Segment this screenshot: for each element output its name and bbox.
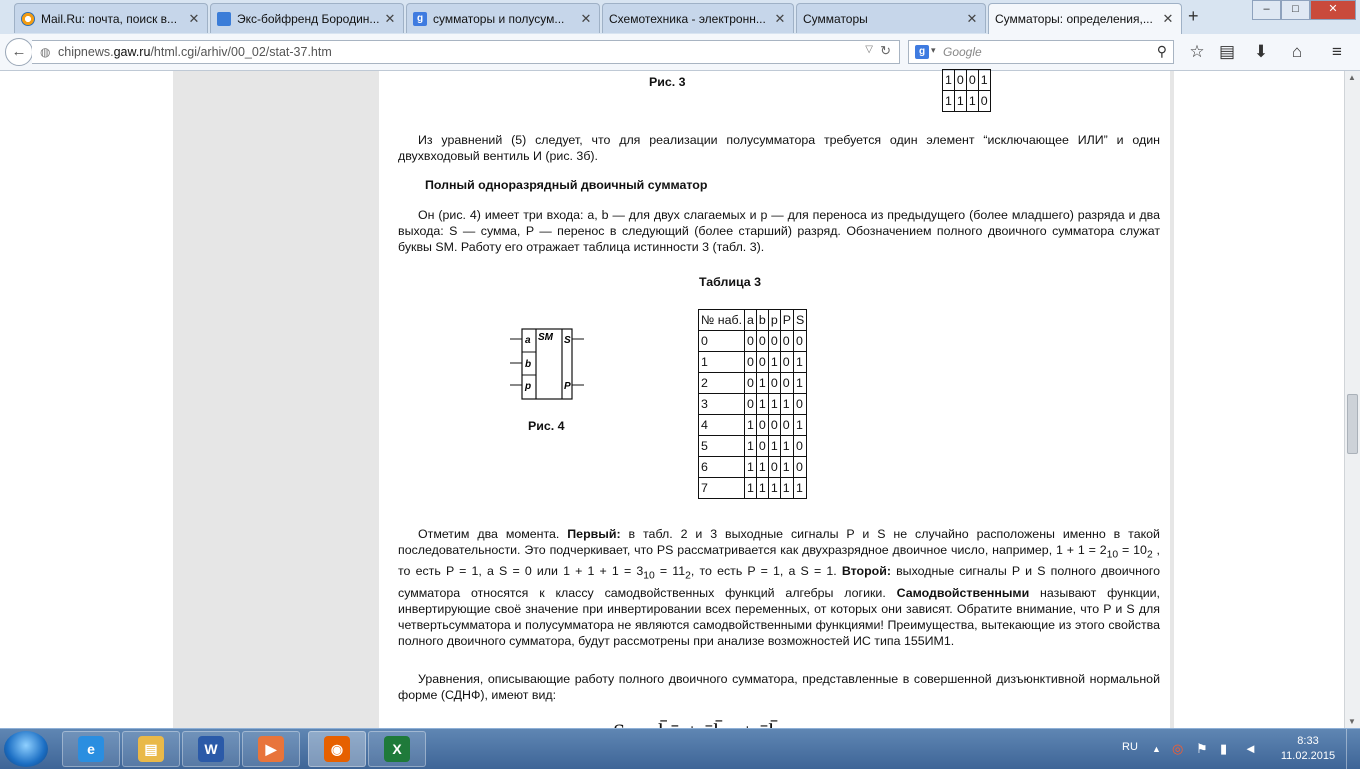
tab-label: сумматоры и полусум...	[433, 11, 565, 26]
table-row	[943, 91, 991, 112]
table3-caption: Таблица 3	[699, 275, 761, 289]
paragraph-full-adder: Он (рис. 4) имеет три входа: a, b — для двух слагаемых и p — для переноса из предыдущего (более младшего) разряда и два выхода: S — сумма, P — перенос в следующий (более старший) разряд. Обозначением полного двоичного сумматора служат буквы SM. Работу его отражает таблица истинности 3 (табл. 3).	[398, 208, 1160, 254]
table-row	[699, 436, 807, 457]
table-header-cell: № наб.	[699, 310, 745, 331]
table-cell: 1	[794, 415, 807, 436]
table-header-cell: p	[768, 310, 780, 331]
tab-label: Схемотехника - электронн...	[609, 11, 766, 26]
page-viewport	[0, 71, 1344, 728]
fig4-input-a: a	[525, 335, 531, 346]
section-heading: Полный одноразрядный двоичный сумматор	[425, 178, 708, 192]
table-cell: 1	[954, 91, 966, 112]
table-cell: 0	[954, 70, 966, 91]
table-cell: 1	[756, 394, 768, 415]
table-cell: 1	[780, 436, 793, 457]
internet-explorer-icon: e	[78, 736, 104, 762]
tab-label: Сумматоры: определения,...	[995, 12, 1153, 26]
table-cell: 0	[780, 373, 793, 394]
fig4-input-b: b	[525, 359, 532, 370]
reload-icon[interactable]: ↻	[880, 43, 891, 58]
tab-label: Сумматоры	[803, 11, 868, 26]
table-header-cell: a	[745, 310, 757, 331]
table-cell: 0	[756, 436, 768, 457]
close-icon[interactable]: ✕	[966, 10, 978, 26]
table-cell: 0	[745, 331, 757, 352]
table-cell: 2	[699, 373, 745, 394]
table-cell: 1	[768, 478, 780, 499]
person-icon	[217, 12, 231, 26]
table-cell: 0	[768, 415, 780, 436]
scroll-down-icon[interactable]: ▼	[1348, 717, 1356, 726]
table-cell: 3	[699, 394, 745, 415]
table-header-row	[699, 310, 807, 331]
fig4-output-s: S	[564, 335, 571, 346]
url-text: chipnews.gaw.ru/html.cgi/arhiv/00_02/stat-37.htm	[58, 45, 332, 59]
minimize-button[interactable]: –	[1252, 0, 1281, 20]
table-cell: 1	[768, 352, 780, 373]
table-cell: 0	[780, 331, 793, 352]
table-cell: 0	[756, 352, 768, 373]
table-cell: 1	[768, 436, 780, 457]
table-cell: 0	[768, 373, 780, 394]
file-explorer-icon: ▤	[138, 736, 164, 762]
clock[interactable]	[1278, 734, 1338, 764]
table-cell: 0	[794, 457, 807, 478]
left-gutter	[173, 71, 379, 728]
language-indicator[interactable]: RU	[1122, 741, 1138, 753]
table-cell: 0	[794, 394, 807, 415]
table-row	[699, 331, 807, 352]
fig4-title: SM	[538, 332, 553, 343]
table-cell: 4	[699, 415, 745, 436]
antivirus-icon[interactable]: ◎	[1172, 741, 1184, 756]
home-icon[interactable]: ⌂	[1291, 42, 1303, 61]
table-cell: 0	[745, 373, 757, 394]
tab-schemotechnika[interactable]	[602, 3, 794, 33]
close-icon[interactable]: ✕	[1162, 11, 1174, 26]
paragraph-half-adder: Из уравнений (5) следует, что для реализации полусумматора требуется один элемент “исключающее ИЛИ” и один двухвходовый вентиль И (рис. 3б).	[398, 133, 1160, 163]
download-icon[interactable]: ⬇	[1253, 42, 1269, 61]
google-icon[interactable]: g	[915, 45, 929, 59]
scroll-thumb[interactable]	[1347, 394, 1358, 454]
table-row	[699, 352, 807, 373]
truth-table-body	[699, 331, 807, 499]
table-cell: 1	[978, 70, 990, 91]
taskbar-firefox[interactable]	[308, 731, 366, 767]
taskbar	[0, 728, 1360, 769]
table-cell: 1	[768, 394, 780, 415]
table-cell: 6	[699, 457, 745, 478]
taskbar-file-explorer[interactable]	[122, 731, 180, 767]
table-row	[943, 70, 991, 91]
tab-google-search[interactable]	[406, 3, 600, 33]
close-window-button[interactable]: ✕	[1310, 0, 1356, 20]
table-cell: 1	[794, 373, 807, 394]
tab-summatory[interactable]	[796, 3, 986, 33]
table-header-cell: b	[756, 310, 768, 331]
table-header-cell: S	[794, 310, 807, 331]
table-cell: 1	[756, 373, 768, 394]
table-cell: 1	[943, 70, 955, 91]
fig3-caption: Рис. 3	[649, 75, 686, 89]
vertical-scrollbar[interactable]	[1344, 71, 1360, 728]
close-icon[interactable]: ✕	[580, 10, 592, 26]
word-icon: W	[198, 736, 224, 762]
close-icon[interactable]: ✕	[188, 10, 200, 26]
table-cell: 1	[780, 478, 793, 499]
tab-label: Экс-бойфренд Бородин...	[237, 11, 380, 26]
table-header-cell: P	[780, 310, 793, 331]
network-icon[interactable]: ▮	[1220, 741, 1228, 756]
table-cell: 0	[794, 331, 807, 352]
window-controls	[1252, 0, 1356, 20]
table-cell: 0	[745, 352, 757, 373]
table-row	[699, 457, 807, 478]
table-row	[699, 415, 807, 436]
bookmarks-list-icon[interactable]: ▤	[1218, 42, 1236, 61]
show-desktop-button[interactable]	[1346, 729, 1361, 769]
table-cell: 1	[745, 415, 757, 436]
table-cell: 1	[943, 91, 955, 112]
table-cell: 1	[780, 394, 793, 415]
taskbar-excel[interactable]	[368, 731, 426, 767]
tray-expand-icon[interactable]: ▲	[1152, 744, 1161, 754]
paragraph-two-points: Отметим два момента. Первый: в табл. 2 и 3 выходные сигналы P и S не случайно расположены именно в такой последовательности. Это подчеркивает, что PS рассматривается как двухразрядное двоичное число, например, $1 + 1 = 2_{10} = 10_2$ , то есть P = 1, a S = 0 или $1 + 1 + 1 = 3_{10} = 11_2$, то есть P = 1, a S = 1. Второй: выходные сигналы P и S полного двоичного сумматора относятся к классу самодвойственных функций алгебры логики. Самодвойственными называют функции, инвертирующие своё значение при инвертировании всех переменных, от которых они зависят. Обратите внимание, что P и S для четвертьсумматора и полусумматора не являются самодвойственными функциями! Преимущества, вытекающие из этого свойства полного двоичного сумматора, будут рассмотрены при анализе возможностей ИС типа 155ИМ1.	[398, 527, 1161, 648]
tab-label: Mail.Ru: почта, поиск в...	[41, 11, 178, 26]
table-cell: 1	[745, 436, 757, 457]
table-cell: 5	[699, 436, 745, 457]
start-button[interactable]	[4, 731, 48, 767]
article	[379, 71, 1170, 728]
url-bar[interactable]	[32, 40, 900, 64]
fig4-input-p: p	[525, 381, 532, 392]
table-row	[699, 478, 807, 499]
globe-icon: ◍	[40, 45, 51, 59]
new-tab-button[interactable]: +	[1188, 6, 1199, 26]
table-cell: 0	[794, 436, 807, 457]
tab-summatory-definitions[interactable]	[988, 3, 1182, 34]
table-cell: 1	[756, 478, 768, 499]
table-cell: 1	[794, 478, 807, 499]
url-dropdown-icon[interactable]: ▽	[865, 44, 873, 55]
close-icon[interactable]: ✕	[774, 10, 786, 26]
fig4-output-p: P	[564, 381, 571, 392]
menu-icon[interactable]: ≡	[1332, 42, 1342, 61]
table-cell: 0	[780, 415, 793, 436]
back-button[interactable]: ←	[5, 38, 33, 66]
excel-icon: X	[384, 736, 410, 762]
table-cell: 1	[699, 352, 745, 373]
table-cell: 0	[768, 457, 780, 478]
paragraph-sdnf: Уравнения, описывающие работу полного двоичного сумматора, представленные в совершенной дизъюнктивной нормальной форме (СДНФ), имеют вид:	[398, 672, 1160, 702]
table-cell: 1	[794, 352, 807, 373]
table-cell: 0	[768, 331, 780, 352]
table-cell: 1	[745, 457, 757, 478]
search-icon[interactable]: ⚲	[1156, 43, 1167, 59]
tab-mailru[interactable]	[14, 3, 208, 33]
table-cell: 1	[756, 457, 768, 478]
maximize-button[interactable]: □	[1281, 0, 1310, 20]
fig4-caption: Рис. 4	[528, 419, 565, 433]
table-cell: 0	[756, 331, 768, 352]
clock-time: 8:33	[1297, 735, 1319, 747]
table-cell: 7	[699, 478, 745, 499]
search-bar[interactable]	[908, 40, 1174, 64]
search-input[interactable]: Google	[943, 45, 982, 59]
firefox-icon: ◉	[324, 736, 350, 762]
table-cell: 1	[966, 91, 978, 112]
close-icon[interactable]: ✕	[384, 10, 396, 26]
taskbar-internet-explorer[interactable]	[62, 731, 120, 767]
scroll-up-icon[interactable]: ▲	[1348, 73, 1356, 82]
chevron-down-icon[interactable]: ▾	[931, 45, 936, 55]
table-cell: 1	[745, 478, 757, 499]
media-player-icon: ▶	[258, 736, 284, 762]
taskbar-word[interactable]	[182, 731, 240, 767]
table-cell: 0	[966, 70, 978, 91]
table-cell: 0	[745, 394, 757, 415]
right-gutter	[1170, 71, 1174, 728]
bookmark-star-icon[interactable]: ☆	[1189, 42, 1205, 61]
clock-date: 11.02.2015	[1280, 750, 1336, 762]
table-cell: 0	[978, 91, 990, 112]
tab-strip	[0, 0, 1360, 35]
google-icon: g	[413, 12, 427, 26]
action-center-icon[interactable]: ⚑	[1196, 741, 1208, 756]
fig4-sm-symbol	[507, 326, 587, 404]
table-cell: 0	[756, 415, 768, 436]
table-cell: 0	[780, 352, 793, 373]
table2-fragment	[942, 69, 991, 112]
volume-icon[interactable]: ◄	[1244, 741, 1257, 756]
table-cell: 0	[699, 331, 745, 352]
table-row	[699, 373, 807, 394]
mailru-icon	[21, 12, 35, 26]
tab-borodina[interactable]	[210, 3, 404, 33]
truth-table-3	[698, 309, 807, 499]
table-row	[699, 394, 807, 415]
navigation-bar	[0, 34, 1360, 71]
table-cell: 1	[780, 457, 793, 478]
taskbar-media-player[interactable]	[242, 731, 300, 767]
